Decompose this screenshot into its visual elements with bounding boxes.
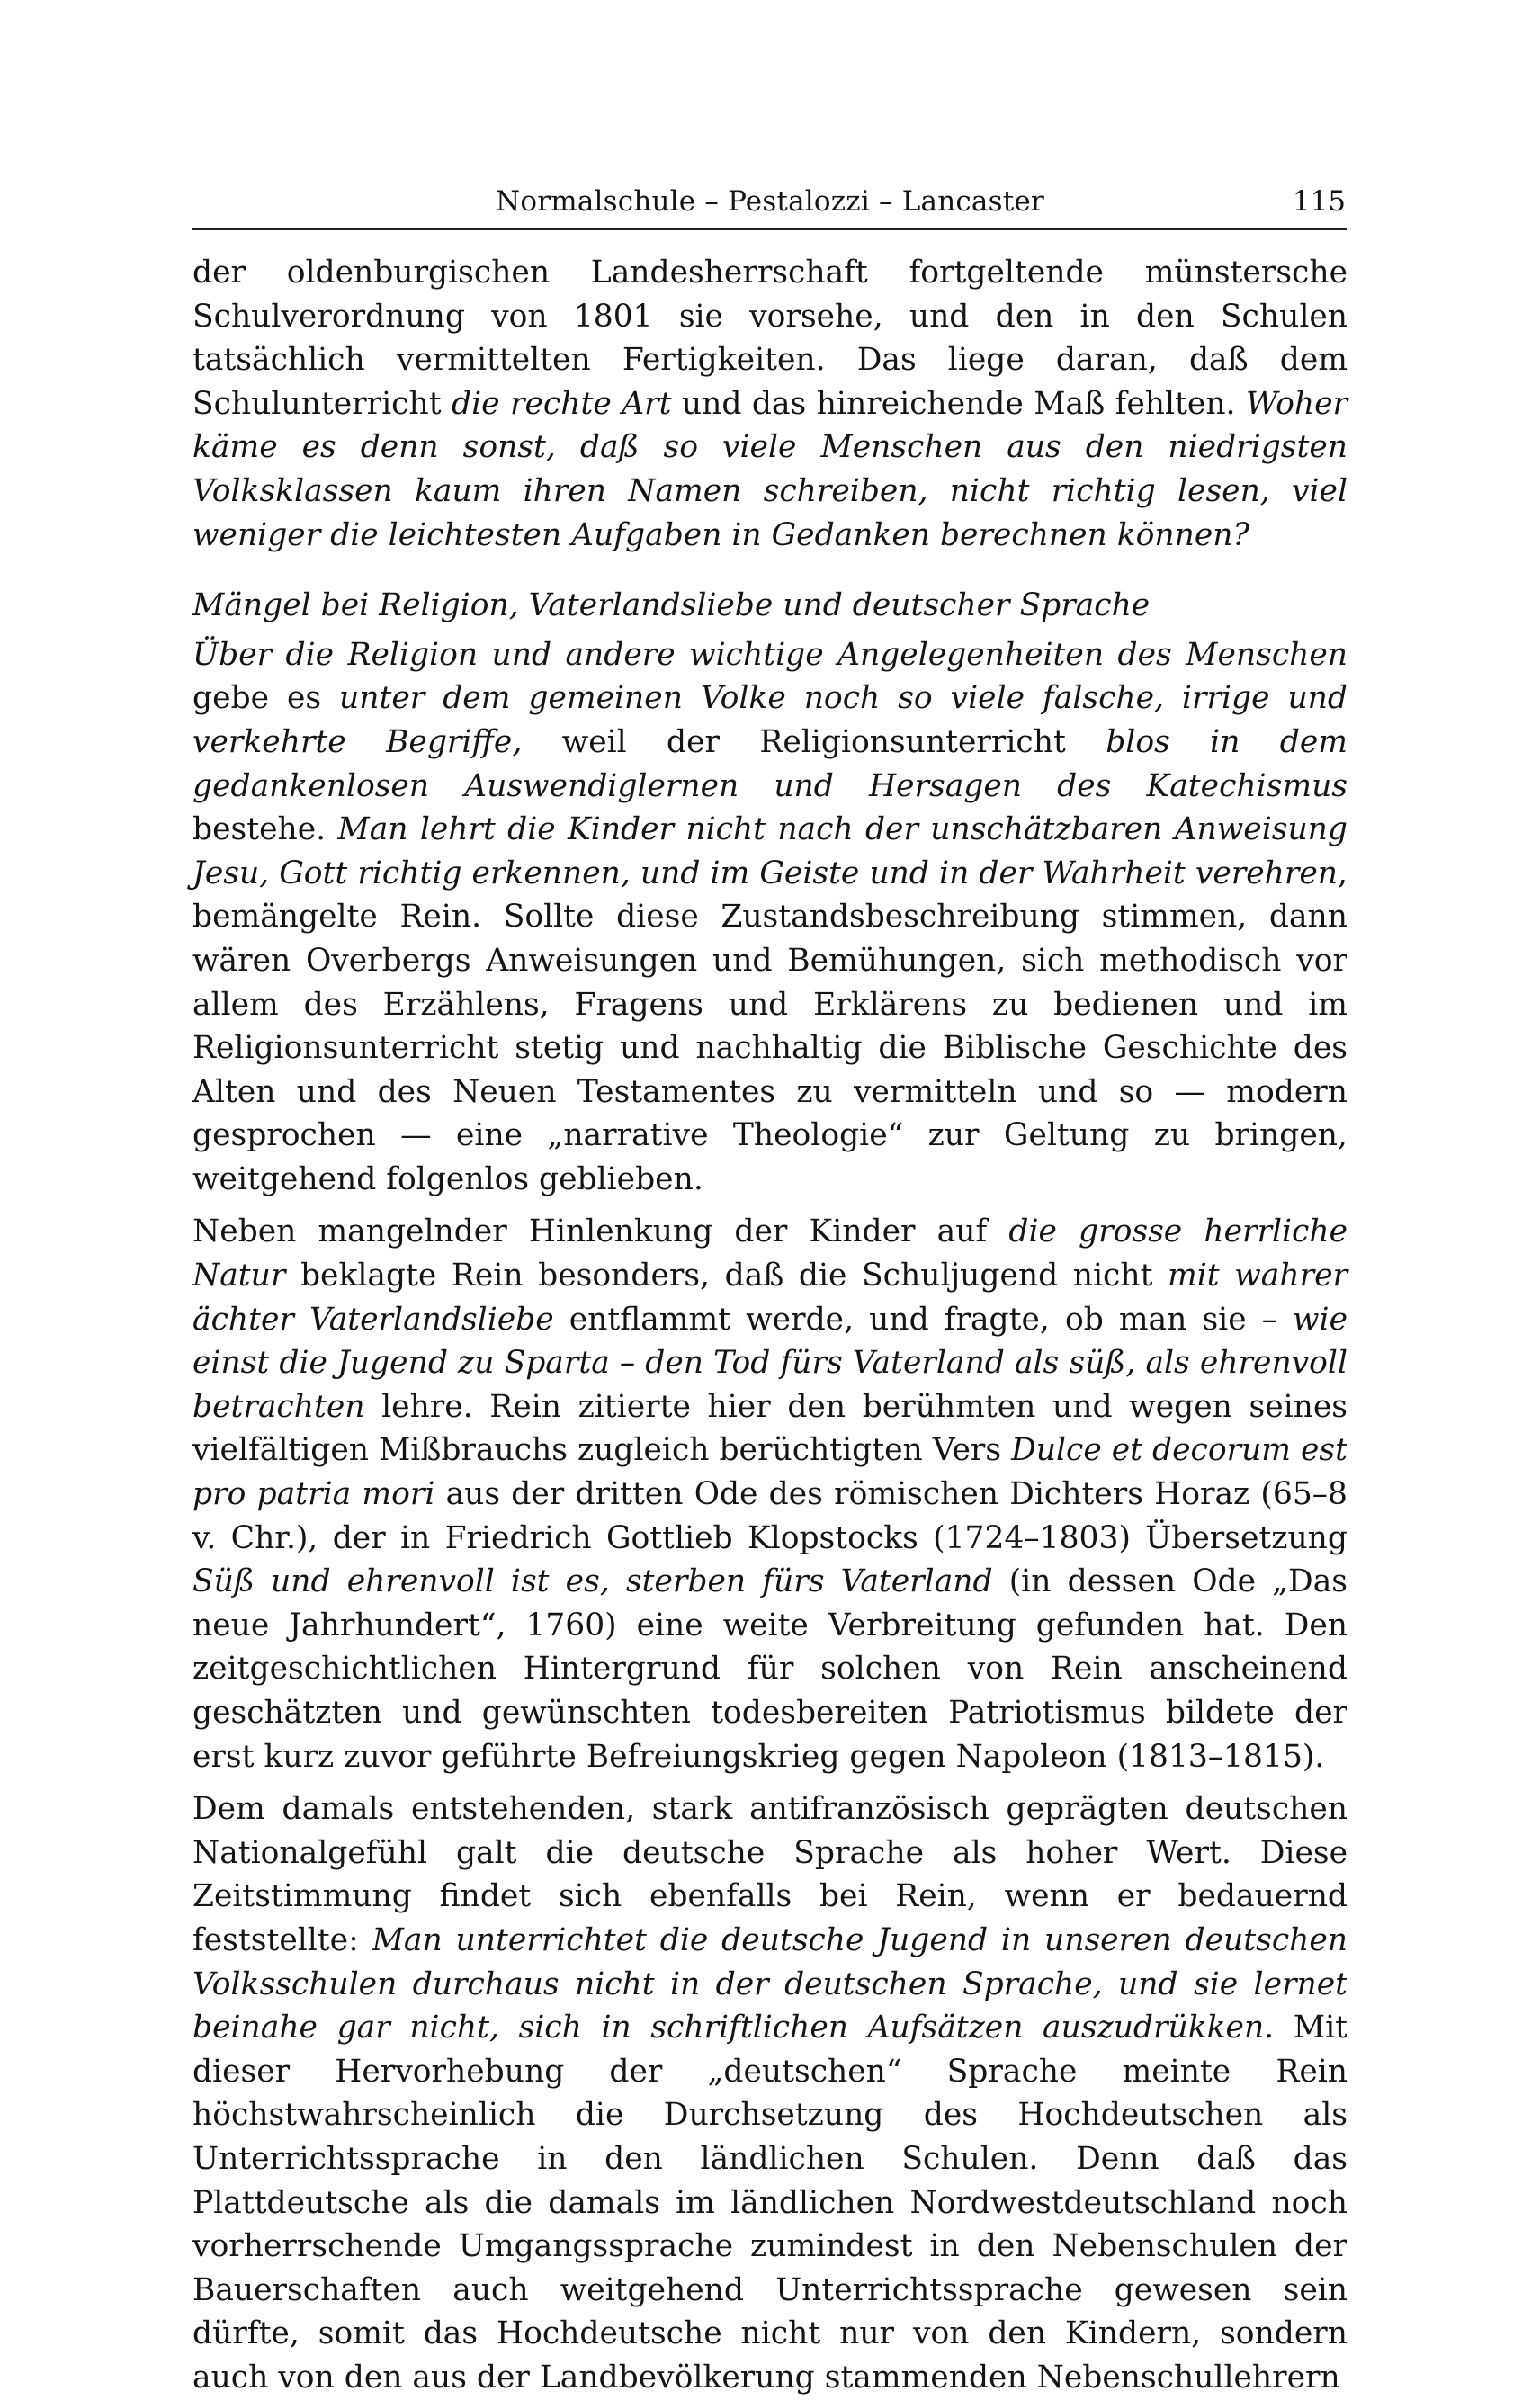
running-header <box>192 175 1348 230</box>
italic-quote: blos in dem gedankenlosen Auswendiglernen und Hersagen des Katechismus <box>192 723 1348 804</box>
italic-quote: mit wahrer ächter Vaterlandsliebe <box>192 1258 1348 1338</box>
text-run: weil der Religionsunterricht <box>522 723 1106 760</box>
paragraph-3 <box>192 1210 1348 1778</box>
text-run: der oldenburgischen Landesherrschaft fortgeltende münstersche Schulverordnung von 1801 sie vorsehe, und den in den Schulen tatsächlich vermittelten Fertigkeiten. Das liege daran, daß dem Schulunterricht <box>192 255 1348 422</box>
running-title: Normalschule – Pestalozzi – Lancaster <box>496 185 1044 218</box>
text-run: (in dessen Ode „Das neue Jahrhundert“, 1760) eine weite Verbreitung gefunden hat. Den zeitgeschichtlichen Hintergrund für solchen von Rein anscheinend geschätzten und gewünschten todesbereiten Patriotismus bildete der erst kurz zuvor geführte Befreiungskrieg gegen Napoleon (1813–1815). <box>192 1563 1348 1775</box>
italic-quote: Dulce et decorum est pro patria mori <box>192 1432 1348 1513</box>
text-run: und das hinreichende Maß fehlten. <box>671 385 1246 422</box>
text-run: gebe es <box>192 680 340 717</box>
text-run: lehre. Rein zitierte hier den berühmten und wegen seines vielfältigen Mißbrauchs zugleich berüchtigten Vers <box>192 1388 1348 1469</box>
body-text <box>192 251 1348 2400</box>
text-run: Dem damals entstehenden, stark antifranzösisch geprägten deutschen Nationalgefühl galt die deutsche Sprache als hoher Wert. Diese Zeitstimmung findet sich ebenfalls bei Rein, wenn er bedauernd feststellte: <box>192 1791 1348 1958</box>
book-page <box>192 175 1348 2400</box>
paragraph-1 <box>192 251 1348 557</box>
text-run: entflammt werde, und fragte, ob man sie – <box>553 1301 1293 1338</box>
text-run: bestehe. <box>192 811 338 848</box>
italic-quote: Süß und ehrenvoll ist es, sterben fürs Vaterland <box>192 1563 993 1600</box>
section-heading: Mängel bei Religion, Vaterlandsliebe und deutscher Sprache <box>192 587 1151 624</box>
italic-quote: Man unterrichtet die deutsche Jugend in unseren deutschen Volksschulen durchaus nicht in der deutschen Sprache, und sie lernet beinahe gar nicht, sich in schriftlichen Aufsätzen auszudrükken. <box>192 1921 1348 2046</box>
text-run: , bemängelte Rein. Sollte diese Zustandsbeschreibung stimmen, dann wären Overbergs Anweisungen und Bemühungen, sich methodisch vor allem des Erzählens, Fragens und Erklärens zu bedienen und im Religionsunterricht stetig und nachhaltig die Biblische Geschichte des Alten und des Neuen Testamentes zu vermitteln und so — modern gesprochen — eine „narrative Theologie“ zur Geltung zu bringen, weitgehend folgenlos geblieben. <box>192 855 1348 1197</box>
text-run: Mit dieser Hervorhebung der „deutschen“ Sprache meinte Rein höchstwahrscheinlich die Durchsetzung des Hochdeutschen als Unterrichtssprache in den ländlichen Schulen. Denn daß das Plattdeutsche als die damals im ländlichen Nordwestdeutschland noch vorherrschende Umgangssprache zumindest in den Nebenschulen der Bauerschaften auch weitgehend Unterrichtssprache gewesen sein dürfte, somit das Hochdeutsche nicht nur von den Kindern, sondern auch von den aus der Landbevölkerung stammenden Nebenschullehrern <box>192 2010 1348 2396</box>
italic-quote: unter dem gemeinen Volke noch so viele falsche, irrige und verkehrte Begriffe, <box>192 680 1348 760</box>
paragraph-2 <box>192 633 1348 1202</box>
italic-quote: Woher käme es denn sonst, daß so viele Menschen aus den niedrigsten Volksklassen kaum ihren Namen schreiben, nicht richtig lesen, viel weniger die leichtesten Aufgaben in Gedanken berechnen können? <box>192 385 1348 553</box>
italic-quote: die grosse herrliche Natur <box>192 1213 1348 1294</box>
italic-quote: wie einst die Jugend zu Sparta – den Tod fürs Vaterland als süß, als ehrenvoll betrachten <box>192 1301 1348 1425</box>
italic-quote: Man lehrt die Kinder nicht nach der unschätzbaren Anweisung Jesu, Gott richtig erkennen, und im Geiste und in der Wahrheit verehren <box>192 811 1348 891</box>
italic-quote: Über die Religion und andere wichtige Angelegenheiten des Menschen <box>192 636 1348 673</box>
text-run: Neben mangelnder Hinlenkung der Kinder auf <box>192 1213 1009 1250</box>
page-number: 115 <box>1292 185 1346 218</box>
text-run: beklagte Rein besonders, daß die Schuljugend nicht <box>285 1258 1168 1294</box>
italic-quote: die rechte Art <box>452 385 672 422</box>
paragraph-4 <box>192 1787 1348 2399</box>
text-run: aus der dritten Ode des römischen Dichters Horaz (65–8 v. Chr.), der in Friedrich Gottlieb Klopstocks (1724–1803) Übersetzung <box>192 1476 1348 1556</box>
